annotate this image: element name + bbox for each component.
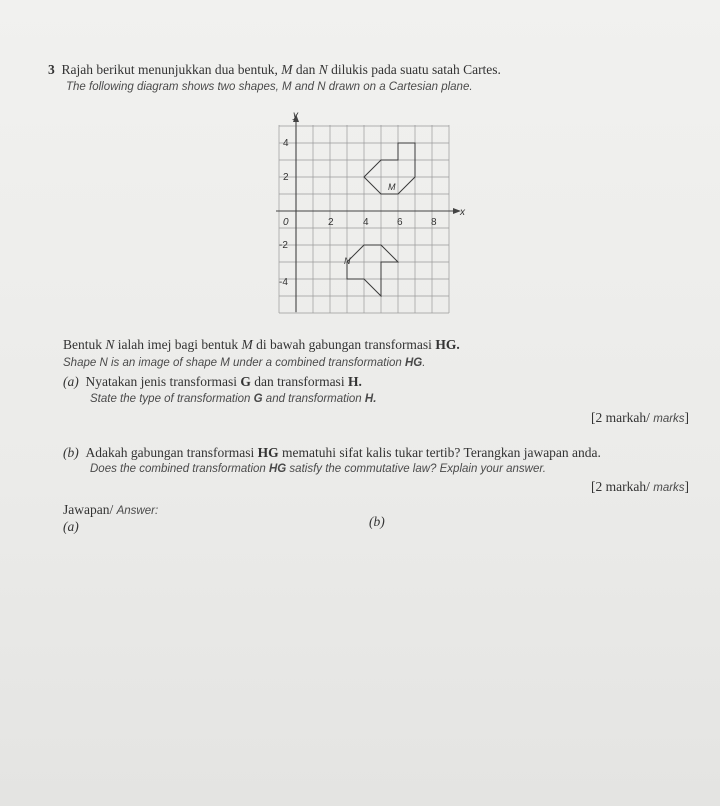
part-a-english — [90, 393, 376, 405]
part-a-en-text: State the type of transformation — [90, 393, 254, 405]
part-a-ms-text2: dan transformasi — [250, 374, 348, 389]
x-axis-label: x — [460, 207, 465, 218]
y-tick-4: 4 — [283, 138, 289, 149]
stem-en-text: Shape N is an image of shape M under a combined transformation — [63, 357, 405, 369]
answer-b-label: (b) — [369, 514, 385, 529]
part-b-malay — [63, 445, 601, 461]
part-b-marks-en: marks — [653, 482, 685, 494]
part-a-label: (a) — [63, 374, 79, 389]
answer-label-en: Answer: — [116, 505, 159, 517]
y-tick-2: 2 — [283, 172, 289, 183]
shape-n-label: N — [344, 256, 351, 266]
intro-ms-and: dan — [292, 62, 319, 77]
part-a-ms-G: G — [240, 374, 251, 389]
part-a-en-G: G — [253, 393, 263, 405]
x-tick-2: 2 — [328, 217, 334, 228]
answer-label-ms: Jawapan/ — [63, 502, 117, 517]
intro-ms-N: N — [318, 62, 328, 77]
intro-ms-end: dilukis pada suatu satah Cartes. — [327, 62, 501, 77]
stem-english — [63, 357, 425, 369]
shape-n — [347, 245, 398, 296]
stem-malay — [63, 337, 460, 353]
part-b-ms-text2: mematuhi sifat kalis tukar tertib? Terangkan jawapan anda. — [278, 445, 601, 460]
answer-a-label: (a) — [63, 519, 79, 534]
question-number: 3 — [48, 62, 55, 77]
part-b-en-text: Does the combined transformation — [90, 463, 269, 475]
x-tick-4: 4 — [363, 217, 369, 228]
stem-ms-M: M — [241, 337, 253, 352]
shape-m-label: M — [388, 182, 396, 192]
intro-ms-M: M — [281, 62, 293, 77]
cartesian-diagram — [250, 100, 480, 320]
part-b-label: (b) — [63, 445, 79, 460]
part-a-malay — [63, 374, 362, 390]
x-tick-0: 0 — [283, 217, 289, 228]
part-a-marks-en: marks — [653, 413, 685, 425]
stem-ms-HG: HG. — [435, 337, 460, 352]
y-tick-neg2: -2 — [279, 240, 288, 251]
part-b-marks-ms: [2 markah/ — [591, 479, 654, 494]
part-a-ms-H: H. — [347, 374, 362, 389]
part-a-marks — [591, 410, 689, 426]
part-b-marks — [591, 479, 689, 495]
part-b-english — [90, 463, 546, 475]
part-b-marks-close: ] — [684, 479, 690, 494]
part-a-en-H: H. — [364, 393, 377, 405]
stem-ms-text3: di bawah gabungan transformasi — [252, 337, 436, 352]
stem-ms-text2: ialah imej bagi bentuk — [114, 337, 242, 352]
part-a-ms-text: Nyatakan jenis transformasi — [85, 374, 241, 389]
question-intro-english: The following diagram shows two shapes, M and N drawn on a Cartesian plane. — [66, 81, 473, 93]
part-a-marks-ms: [2 markah/ — [591, 410, 654, 425]
part-b-ms-HG: HG — [257, 445, 279, 460]
x-tick-6: 6 — [397, 217, 403, 228]
stem-ms-N: N — [105, 337, 115, 352]
x-tick-8: 8 — [431, 217, 437, 228]
part-b-en-text2: satisfy the commutative law? Explain your answer. — [286, 463, 546, 475]
part-b-ms-text: Adakah gabungan transformasi — [85, 445, 258, 460]
part-b-en-HG: HG — [268, 463, 287, 475]
stem-en-end: . — [422, 357, 426, 369]
stem-en-HG: HG — [405, 357, 423, 369]
y-tick-neg4: -4 — [279, 277, 288, 288]
y-axis-label: y — [293, 110, 298, 121]
answer-label — [63, 502, 158, 518]
intro-ms-text: Rajah berikut menunjukkan dua bentuk, — [61, 62, 282, 77]
stem-ms-text: Bentuk — [63, 337, 106, 352]
part-a-marks-close: ] — [684, 410, 690, 425]
question-intro-malay — [48, 62, 501, 78]
answer-space[interactable] — [55, 540, 695, 790]
part-a-en-text2: and transformation — [262, 393, 365, 405]
